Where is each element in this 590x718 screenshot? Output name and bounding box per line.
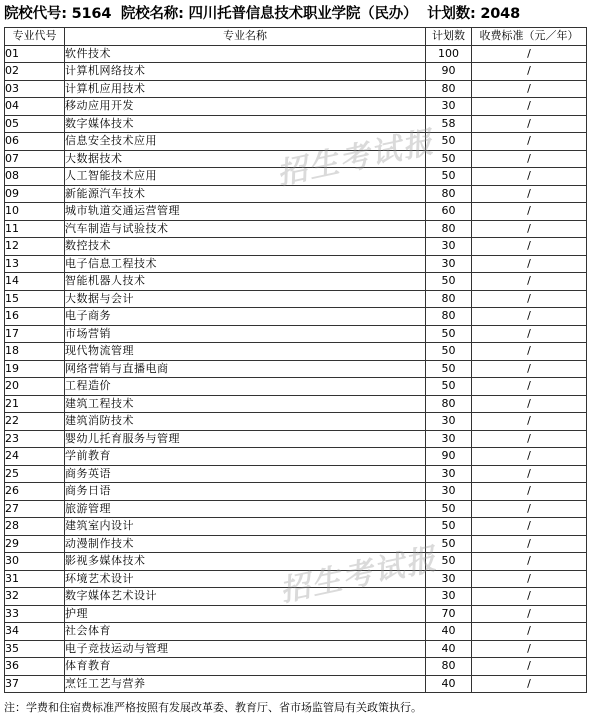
table-row: [5, 80, 587, 98]
plan-count: 30: [426, 588, 472, 606]
major-code: 03: [5, 80, 65, 98]
major-code: 24: [5, 448, 65, 466]
major-code: 19: [5, 360, 65, 378]
plan-total: 计划数: 2048: [427, 6, 520, 22]
major-code: 20: [5, 378, 65, 396]
major-name: 建筑工程技术: [65, 395, 426, 413]
fee-standard: /: [472, 588, 587, 606]
major-code: 05: [5, 115, 65, 133]
plan-count: 50: [426, 273, 472, 291]
major-name: 大数据与会计: [65, 290, 426, 308]
fee-standard: /: [472, 150, 587, 168]
major-name: 市场营销: [65, 325, 426, 343]
plan-count: 50: [426, 325, 472, 343]
major-code: 12: [5, 238, 65, 256]
major-name: 电子信息工程技术: [65, 255, 426, 273]
major-name: 计算机应用技术: [65, 80, 426, 98]
major-code: 14: [5, 273, 65, 291]
major-code: 08: [5, 168, 65, 186]
fee-standard: /: [472, 238, 587, 256]
school-name: 院校名称: 四川托普信息技术职业学院（民办）: [120, 6, 418, 22]
table-row: [5, 465, 587, 483]
table-row: [5, 605, 587, 623]
major-code: 35: [5, 640, 65, 658]
major-name: 现代物流管理: [65, 343, 426, 361]
plan-count: 40: [426, 675, 472, 693]
plan-count: 50: [426, 360, 472, 378]
fee-standard: /: [472, 115, 587, 133]
table-row: [5, 360, 587, 378]
plan-count: 50: [426, 535, 472, 553]
fee-standard: /: [472, 308, 587, 326]
plan-count: 90: [426, 63, 472, 81]
major-code: 11: [5, 220, 65, 238]
fee-standard: /: [472, 413, 587, 431]
table-row: [5, 570, 587, 588]
fee-standard: /: [472, 623, 587, 641]
table-row: [5, 518, 587, 536]
major-code: 26: [5, 483, 65, 501]
table-row: [5, 168, 587, 186]
major-code: 28: [5, 518, 65, 536]
major-code: 07: [5, 150, 65, 168]
major-code: 10: [5, 203, 65, 221]
plan-count: 30: [426, 255, 472, 273]
major-name: 智能机器人技术: [65, 273, 426, 291]
fee-standard: /: [472, 378, 587, 396]
fee-standard: /: [472, 675, 587, 693]
plan-count: 80: [426, 290, 472, 308]
major-code: 27: [5, 500, 65, 518]
table-row: [5, 430, 587, 448]
major-code: 16: [5, 308, 65, 326]
major-name: 工程造价: [65, 378, 426, 396]
fee-standard: /: [472, 343, 587, 361]
major-code: 33: [5, 605, 65, 623]
major-code: 22: [5, 413, 65, 431]
plan-count: 90: [426, 448, 472, 466]
fee-standard: /: [472, 203, 587, 221]
plan-count: 50: [426, 133, 472, 151]
col-header-plan: 计划数: [426, 28, 472, 46]
major-name: 建筑消防技术: [65, 413, 426, 431]
table-row: [5, 378, 587, 396]
major-name: 影视多媒体技术: [65, 553, 426, 571]
major-name: 电子商务: [65, 308, 426, 326]
major-name: 建筑室内设计: [65, 518, 426, 536]
fee-standard: /: [472, 185, 587, 203]
col-header-fee: 收费标准（元／年）: [472, 28, 587, 46]
major-code: 30: [5, 553, 65, 571]
watermark-lower: 招生考试报: [276, 541, 441, 610]
plan-count: 80: [426, 395, 472, 413]
plan-count: 40: [426, 623, 472, 641]
major-name: 移动应用开发: [65, 98, 426, 116]
plan-count: 80: [426, 220, 472, 238]
major-name: 动漫制作技术: [65, 535, 426, 553]
major-name: 城市轨道交通运营管理: [65, 203, 426, 221]
plan-count: 80: [426, 80, 472, 98]
plan-count: 80: [426, 658, 472, 676]
table-row: [5, 553, 587, 571]
major-name: 护理: [65, 605, 426, 623]
fee-standard: /: [472, 80, 587, 98]
table-header-row: [5, 28, 587, 46]
page-header: [4, 3, 588, 25]
major-code: 32: [5, 588, 65, 606]
major-name: 商务英语: [65, 465, 426, 483]
fee-standard: /: [472, 553, 587, 571]
major-name: 软件技术: [65, 45, 426, 63]
plan-count: 40: [426, 640, 472, 658]
major-code: 13: [5, 255, 65, 273]
fee-standard: /: [472, 430, 587, 448]
plan-count: 50: [426, 378, 472, 396]
table-row: [5, 343, 587, 361]
fee-standard: /: [472, 500, 587, 518]
fee-standard: /: [472, 220, 587, 238]
table-row: [5, 63, 587, 81]
major-name: 新能源汽车技术: [65, 185, 426, 203]
table-row: [5, 98, 587, 116]
plan-count: 50: [426, 518, 472, 536]
major-name: 烹饪工艺与营养: [65, 675, 426, 693]
table-row: [5, 255, 587, 273]
fee-standard: /: [472, 168, 587, 186]
major-code: 02: [5, 63, 65, 81]
fee-standard: /: [472, 273, 587, 291]
fee-standard: /: [472, 133, 587, 151]
table-row: [5, 500, 587, 518]
major-code: 15: [5, 290, 65, 308]
major-name: 数字媒体技术: [65, 115, 426, 133]
major-name: 数字媒体艺术设计: [65, 588, 426, 606]
major-code: 34: [5, 623, 65, 641]
plan-count: 30: [426, 465, 472, 483]
plan-count: 30: [426, 570, 472, 588]
table-row: [5, 273, 587, 291]
footnote: 注：学费和住宿费标准严格按照有发展改革委、教育厅、省市场监管局有关政策执行。: [4, 701, 422, 714]
plan-count: 30: [426, 413, 472, 431]
fee-standard: /: [472, 290, 587, 308]
major-name: 人工智能技术应用: [65, 168, 426, 186]
col-header-code: 专业代号: [5, 28, 65, 46]
table-row: [5, 325, 587, 343]
major-code: 23: [5, 430, 65, 448]
fee-standard: /: [472, 535, 587, 553]
fee-standard: /: [472, 325, 587, 343]
plan-count: 70: [426, 605, 472, 623]
major-code: 06: [5, 133, 65, 151]
plan-count: 50: [426, 150, 472, 168]
fee-standard: /: [472, 658, 587, 676]
plan-count: 50: [426, 553, 472, 571]
fee-standard: /: [472, 360, 587, 378]
fee-standard: /: [472, 63, 587, 81]
plan-count: 30: [426, 98, 472, 116]
fee-standard: /: [472, 395, 587, 413]
fee-standard: /: [472, 483, 587, 501]
major-name: 大数据技术: [65, 150, 426, 168]
major-code: 01: [5, 45, 65, 63]
watermark-upper: 招生考试报: [273, 124, 438, 193]
fee-standard: /: [472, 98, 587, 116]
table-row: [5, 150, 587, 168]
major-name: 婴幼儿托育服务与管理: [65, 430, 426, 448]
plan-count: 100: [426, 45, 472, 63]
major-code: 37: [5, 675, 65, 693]
plan-count: 50: [426, 343, 472, 361]
major-name: 电子竞技运动与管理: [65, 640, 426, 658]
table-row: [5, 535, 587, 553]
major-name: 数控技术: [65, 238, 426, 256]
fee-standard: /: [472, 465, 587, 483]
table-row: [5, 290, 587, 308]
major-name: 旅游管理: [65, 500, 426, 518]
table-row: [5, 395, 587, 413]
major-code: 36: [5, 658, 65, 676]
major-name: 商务日语: [65, 483, 426, 501]
table-row: [5, 640, 587, 658]
table-row: [5, 675, 587, 693]
table-row: [5, 588, 587, 606]
table-row: [5, 483, 587, 501]
plan-count: 80: [426, 185, 472, 203]
table-row: [5, 133, 587, 151]
table-row: [5, 413, 587, 431]
table-row: [5, 115, 587, 133]
col-header-name: 专业名称: [65, 28, 426, 46]
major-code: 04: [5, 98, 65, 116]
plan-count: 60: [426, 203, 472, 221]
fee-standard: /: [472, 45, 587, 63]
major-code: 09: [5, 185, 65, 203]
major-name: 环境艺术设计: [65, 570, 426, 588]
plan-count: 50: [426, 500, 472, 518]
fee-standard: /: [472, 448, 587, 466]
major-name: 社会体育: [65, 623, 426, 641]
school-code: 院校代号: 5164: [4, 6, 112, 22]
major-code: 31: [5, 570, 65, 588]
major-name: 体育教育: [65, 658, 426, 676]
plan-count: 50: [426, 168, 472, 186]
major-name: 计算机网络技术: [65, 63, 426, 81]
fee-standard: /: [472, 570, 587, 588]
fee-standard: /: [472, 255, 587, 273]
table-row: [5, 448, 587, 466]
major-name: 汽车制造与试验技术: [65, 220, 426, 238]
major-code: 25: [5, 465, 65, 483]
plan-count: 58: [426, 115, 472, 133]
fee-standard: /: [472, 640, 587, 658]
fee-standard: /: [472, 605, 587, 623]
plan-count: 30: [426, 430, 472, 448]
table-row: [5, 220, 587, 238]
major-code: 29: [5, 535, 65, 553]
plan-count: 30: [426, 238, 472, 256]
major-code: 17: [5, 325, 65, 343]
major-code: 21: [5, 395, 65, 413]
plan-count: 30: [426, 483, 472, 501]
table-row: [5, 238, 587, 256]
table-row: [5, 185, 587, 203]
major-name: 学前教育: [65, 448, 426, 466]
table-row: [5, 308, 587, 326]
table-row: [5, 45, 587, 63]
table-row: [5, 623, 587, 641]
table-row: [5, 658, 587, 676]
fee-standard: /: [472, 518, 587, 536]
major-name: 信息安全技术应用: [65, 133, 426, 151]
major-name: 网络营销与直播电商: [65, 360, 426, 378]
major-code: 18: [5, 343, 65, 361]
plan-count: 80: [426, 308, 472, 326]
table-row: [5, 203, 587, 221]
enrollment-plan-table: [4, 27, 587, 693]
